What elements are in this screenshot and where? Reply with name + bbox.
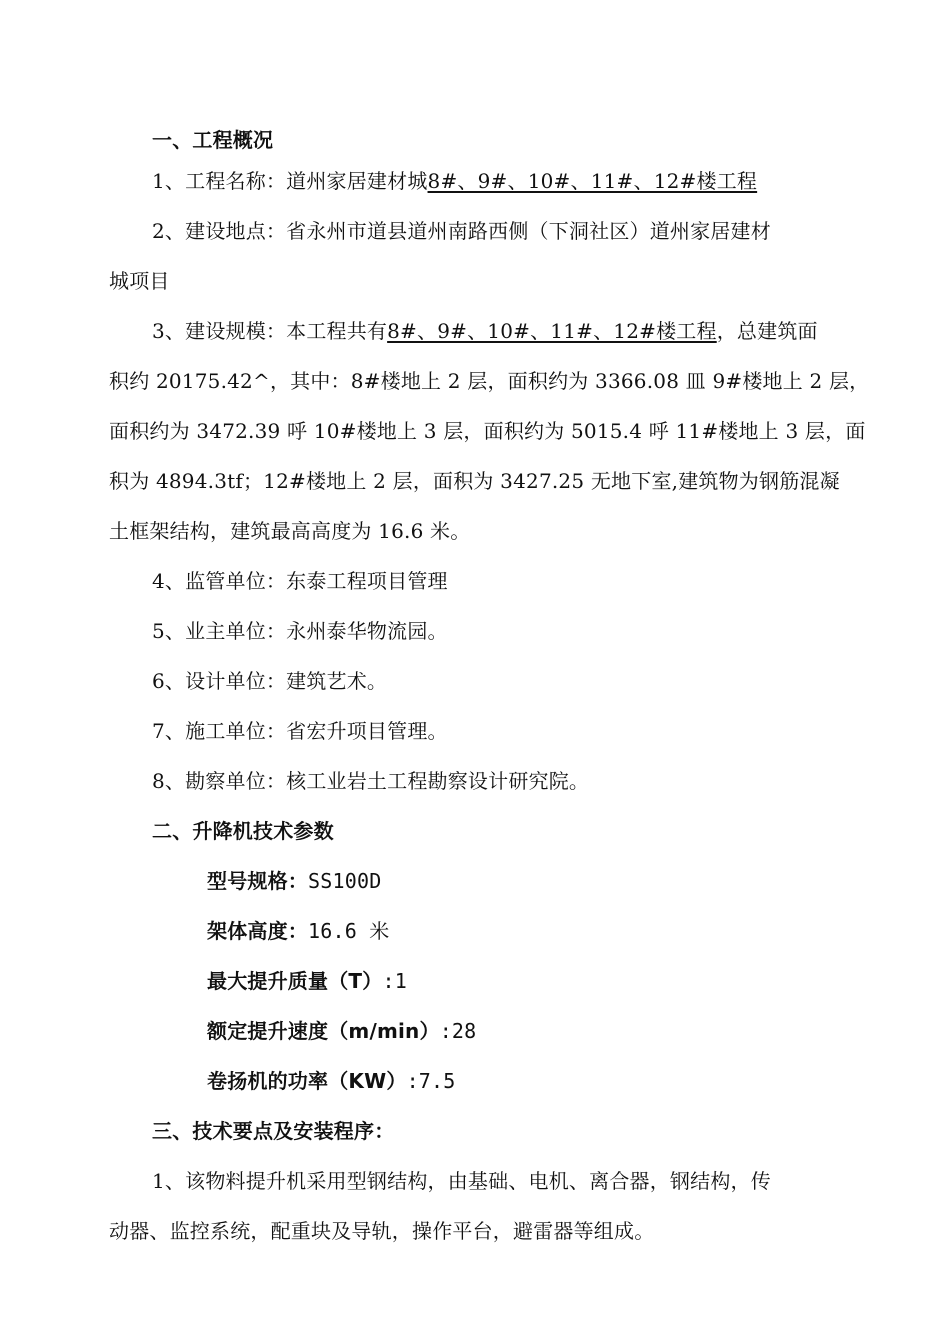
installation-item1-line-2: 动器、监控系统，配重块及导轨，操作平台，避雷器等组成。 [109, 1219, 655, 1243]
param-model-line [0, 867, 950, 895]
construction-scale-line-3: 面积约为 3472.39 呼 10#楼地上 3 层，面积约为 5015.4 呼 11#楼地上 3 层，面 [109, 419, 866, 443]
param-power-value: :7.5 [406, 1069, 456, 1093]
construction-scale-suffix: ，总建筑面 [716, 319, 818, 343]
param-power-line [0, 1067, 950, 1095]
project-name-label: 1、工程名称：道州家居建材城 [152, 169, 428, 193]
construction-scale-label: 3、建设规模：本工程共有 [152, 319, 388, 343]
project-name-buildings: 8#、9#、10#、11#、12#楼工程 [427, 169, 758, 193]
param-model-value: SS100D [308, 869, 382, 893]
design-unit-line: 6、设计单位：建筑艺术。 [152, 669, 388, 693]
section-heading-installation: 三、技术要点及安装程序： [152, 1119, 395, 1143]
param-max-load-value: :1 [382, 969, 407, 993]
construction-scale-line-4: 积为 4894.3tf；12#楼地上 2 层，面积为 3427.25 无地下室,建筑物为钢筋混凝 [109, 469, 840, 493]
construction-site-line-2: 城项目 [109, 269, 170, 293]
param-max-load-line [0, 967, 950, 995]
param-max-load-label: 最大提升质量（T） [207, 969, 383, 993]
param-power-label: 卷扬机的功率（KW） [207, 1069, 407, 1093]
installation-item1-line-1: 1、该物料提升机采用型钢结构，由基础、电机、离合器，钢结构，传 [152, 1169, 771, 1193]
param-speed-line [0, 1017, 950, 1045]
param-speed-label: 额定提升速度（m/min） [207, 1019, 440, 1043]
project-name-line [0, 167, 950, 195]
survey-unit-line: 8、勘察单位：核工业岩土工程勘察设计研究院。 [152, 769, 590, 793]
construction-scale-line-2: 积约 20175.42^，其中：8#楼地上 2 层，面积约为 3366.08 皿 9#楼地上 2 层， [109, 369, 870, 393]
supervision-unit-line: 4、监管单位：东泰工程项目管理 [152, 569, 448, 593]
param-model-label: 型号规格： [207, 869, 308, 893]
param-height-label: 架体高度： [207, 919, 308, 943]
section-heading-overview: 一、工程概况 [152, 128, 274, 152]
section-heading-hoist-params: 二、升降机技术参数 [152, 819, 334, 843]
param-height-value: 16.6 米 [308, 919, 390, 943]
param-height-line [0, 917, 950, 945]
construction-scale-buildings: 8#、9#、10#、11#、12#楼工程 [387, 319, 717, 343]
contractor-unit-line: 7、施工单位：省宏升项目管理。 [152, 719, 448, 743]
owner-unit-line: 5、业主单位：永州泰华物流园。 [152, 619, 448, 643]
construction-scale-line-5: 土框架结构，建筑最高高度为 16.6 米。 [109, 519, 471, 543]
construction-scale-line-1 [0, 317, 950, 345]
param-speed-value: :28 [439, 1019, 477, 1043]
construction-site-line-1: 2、建设地点：省永州市道县道州南路西侧（下洞社区）道州家居建材 [152, 219, 771, 243]
